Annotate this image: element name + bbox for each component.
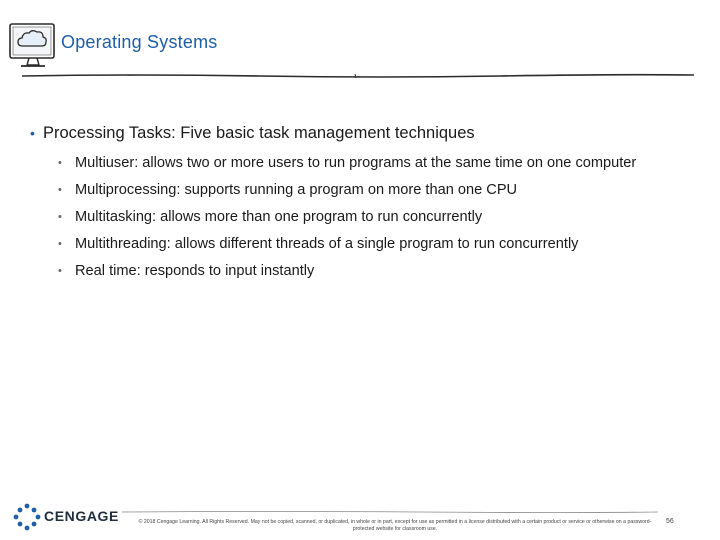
cloud-monitor-icon — [8, 18, 58, 72]
list-item-text: Real time: responds to input instantly — [75, 263, 315, 279]
list-item — [58, 233, 690, 255]
list-item-text: Multiuser: allows two or more users to run programs at the same time on one computer — [75, 155, 637, 171]
header-divider — [20, 70, 696, 82]
sub-bullet-list — [58, 152, 690, 282]
copyright-notice: © 2018 Cengage Learning. All Rights Reserved. May not be copied, scanned, or duplicated, in whole or in part, except for use as permitted in a license distributed with a certain product or service or otherwise on a password-protected website for classroom use. — [138, 519, 652, 532]
bullet-dot: • — [58, 184, 62, 196]
bullet-dot: • — [58, 265, 62, 277]
list-item-text: Multithreading: allows different threads of a single program to run concurrently — [75, 236, 579, 252]
page-number: 56 — [666, 518, 674, 525]
page-title: Operating Systems — [61, 32, 218, 52]
bullet-dot: • — [58, 157, 62, 169]
bullet-dot: • — [30, 125, 35, 141]
list-item — [58, 260, 690, 282]
list-item — [58, 152, 690, 174]
slide-content — [30, 122, 690, 287]
list-item — [58, 179, 690, 201]
list-item-text: Multiprocessing: supports running a program on more than one CPU — [75, 182, 518, 198]
list-item — [58, 206, 690, 228]
list-item-text: Multitasking: allows more than one program to run concurrently — [75, 209, 483, 225]
bullet-dot: • — [58, 211, 62, 223]
main-bullet — [30, 122, 690, 144]
cengage-logo-text: CENGAGE — [44, 508, 119, 524]
bullet-dot: • — [58, 238, 62, 250]
footer-divider — [120, 508, 660, 516]
main-bullet-text: Processing Tasks: Five basic task management techniques — [43, 124, 475, 142]
